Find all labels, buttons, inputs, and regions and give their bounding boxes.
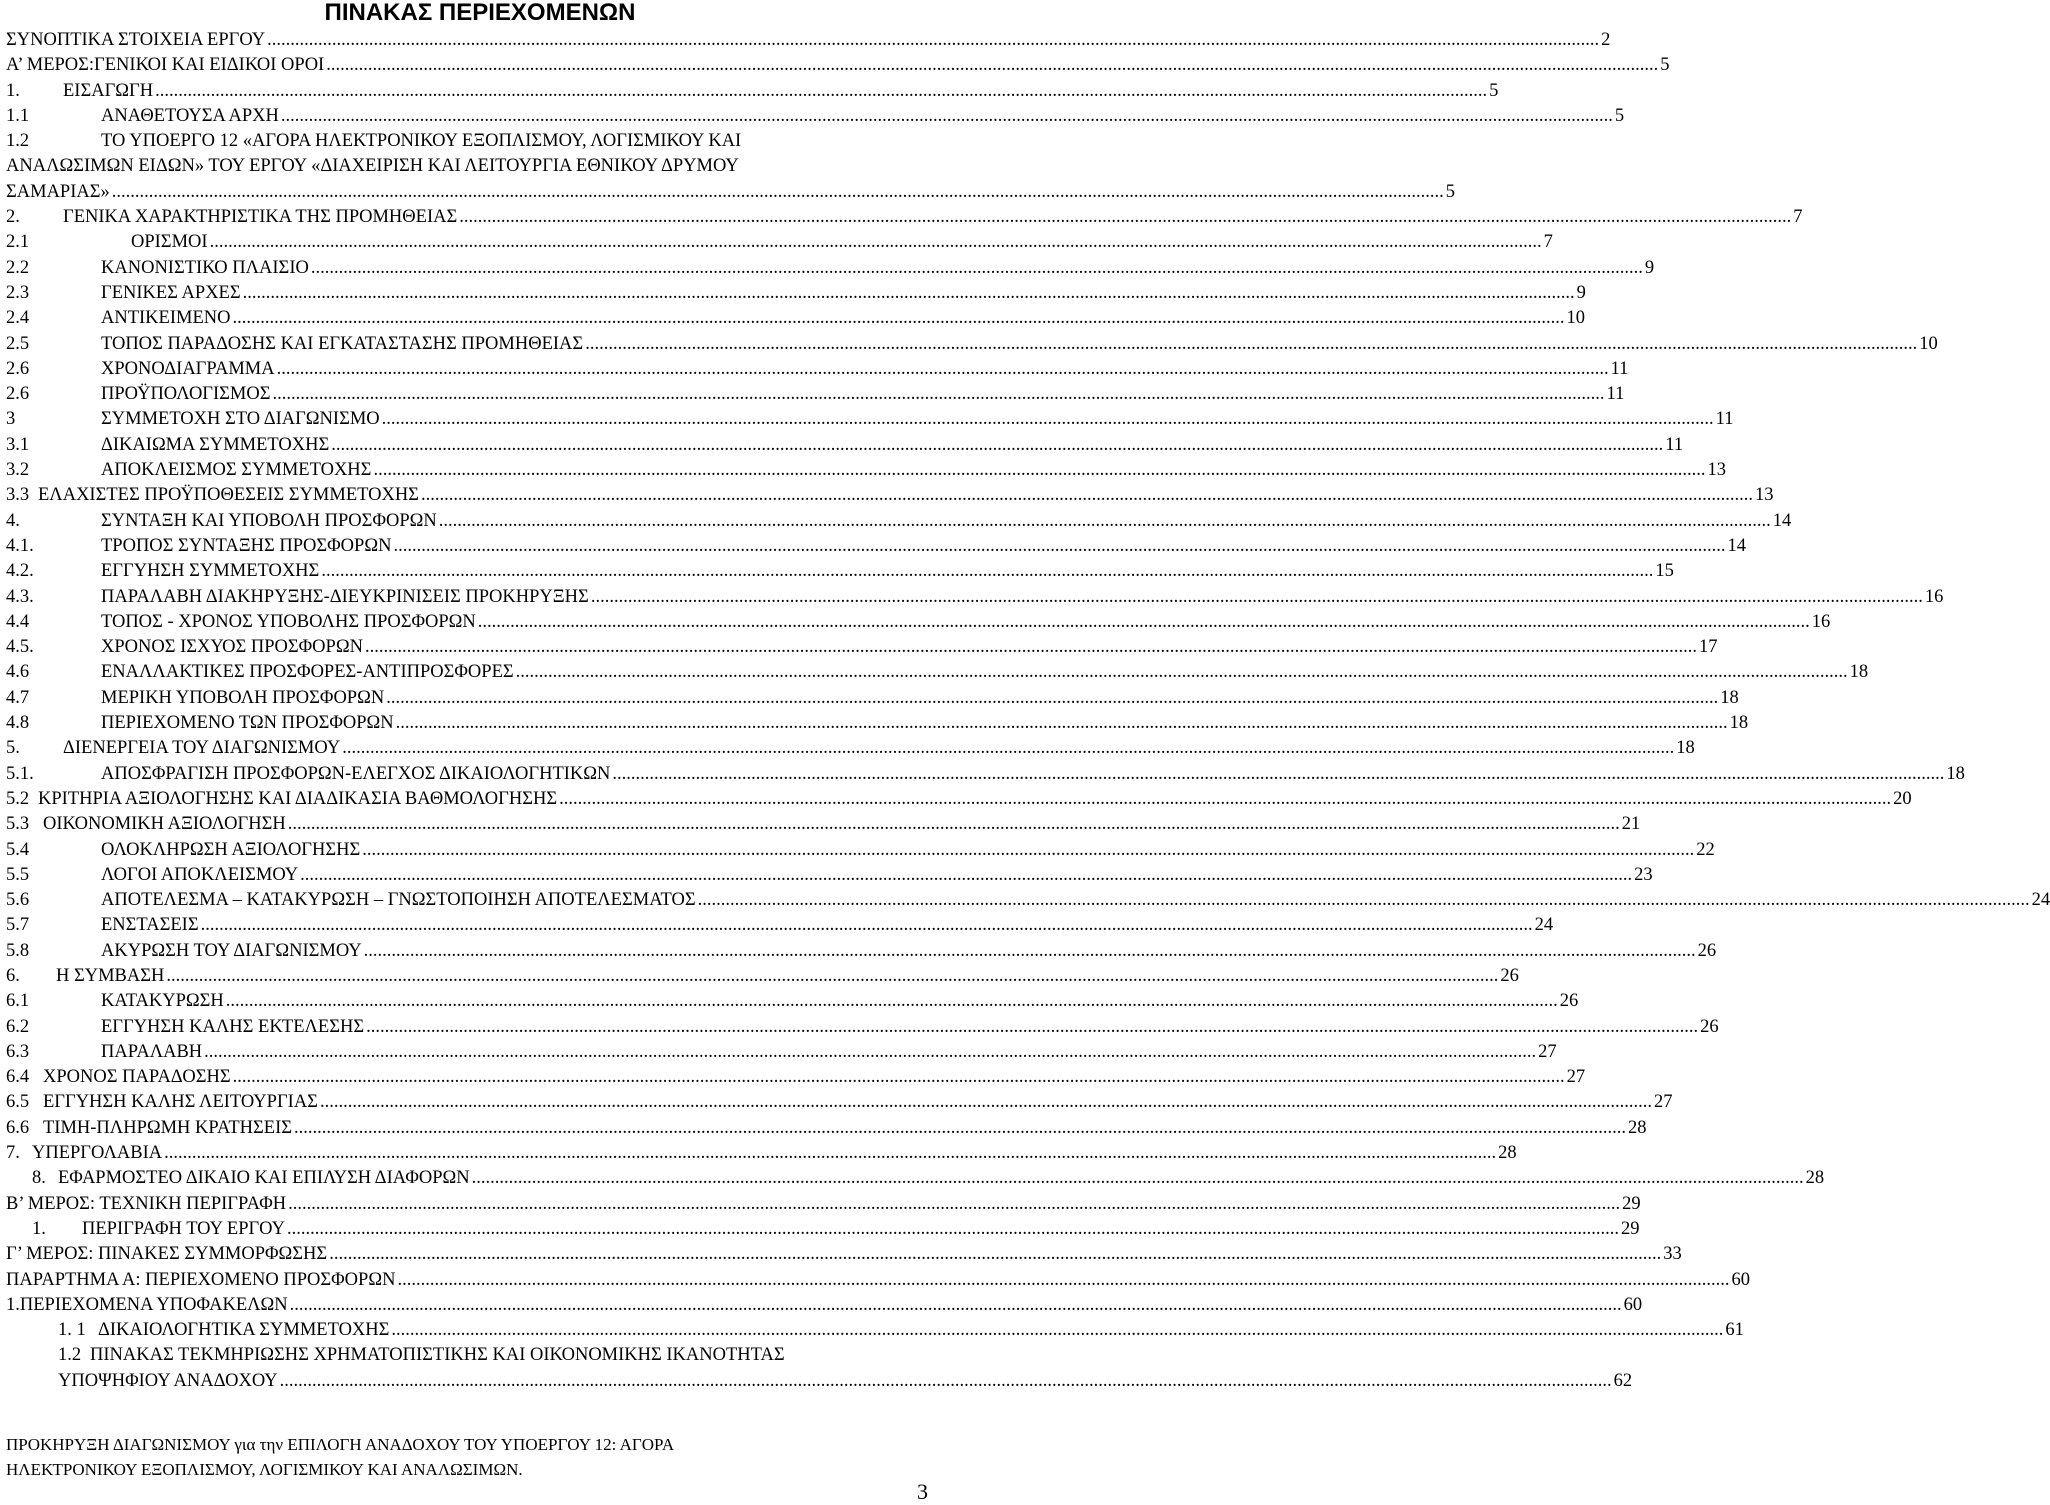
toc-entry-title: ΤΟΠΟΣ ΠΑΡΑΔΟΣΗΣ ΚΑΙ ΕΓΚΑΤΑΣΤΑΣΗΣ ΠΡΟΜΗΘΕΙΑΣ [101, 333, 584, 354]
toc-dot-leader [585, 332, 1917, 357]
toc-entry-number: 2.3 [6, 282, 30, 303]
toc-entry[interactable] [6, 256, 1655, 281]
toc-entry-page: 13 [1754, 485, 1774, 506]
toc-entry-number: 4.7 [6, 687, 30, 708]
toc-entry-page: 11 [1665, 434, 1684, 455]
toc-entry-page: 14 [1727, 535, 1746, 556]
toc-entry[interactable] [6, 180, 1456, 205]
toc-dot-leader [281, 104, 1613, 129]
toc-dot-leader [164, 1141, 1496, 1166]
toc-entry[interactable] [6, 129, 956, 154]
toc-entry[interactable] [6, 989, 1579, 1014]
toc-entry[interactable] [6, 407, 1734, 432]
toc-entry[interactable] [6, 913, 1554, 938]
toc-entry-title: ΑΠΟΚΛΕΙΣΜΟΣ ΣΥΜΜΕΤΟΧΗΣ [101, 460, 372, 481]
toc-entry-number: 6.1 [6, 991, 30, 1012]
toc-entry[interactable] [6, 1065, 1586, 1090]
toc-entry[interactable] [6, 812, 1641, 837]
toc-entry[interactable] [6, 660, 1869, 685]
toc-entry-page: 22 [1696, 839, 1715, 860]
toc-entry-page: 23 [1634, 864, 1653, 885]
toc-entry-title: ΚΡΙΤΗΡΙΑ ΑΞΙΟΛΟΓΗΣΗΣ ΚΑΙ ΔΙΑΔΙΚΑΣΙΑ ΒΑΘΜΟΛΟΓΗΣΗΣ [38, 788, 558, 809]
toc-entry-title: ΟΙΚΟΝΟΜΙΚΗ ΑΞΙΟΛΟΓΗΣΗ [43, 814, 286, 835]
toc-entry[interactable] [6, 863, 1653, 888]
toc-entry[interactable] [6, 1369, 1633, 1394]
toc-entry[interactable] [6, 53, 1670, 78]
toc-title: ΠΙΝΑΚΑΣ ΠΕΡΙΕΧΟΜΕΝΩΝ [324, 0, 636, 26]
toc-entry-page: 27 [1653, 1092, 1673, 1113]
toc-entry-title: ΕΓΓΥΗΣΗ ΚΑΛΗΣ ΕΚΤΕΛΕΣΗΣ [101, 1016, 365, 1037]
toc-entry-title: ΣΥΝΟΠΤΙΚΑ ΣΤΟΙΧΕΙΑ ΕΡΓΟΥ [6, 30, 266, 50]
toc-entry-number: 6.6 [6, 1117, 30, 1138]
toc-dot-leader [382, 407, 1714, 432]
toc-entry-title: ΑΝΑΛΩΣΙΜΩΝ ΕΙΔΩΝ» ΤΟΥ ΕΡΓΟΥ «ΔΙΑΧΕΙΡΙΣΗ ΚΑΙ ΛΕΙΤΟΥΡΓΙΑ ΕΘΝΙΚΟΥ ΔΡΥΜΟΥ [6, 156, 739, 177]
toc-dot-leader [267, 28, 1599, 53]
toc-entry-page: 2 [1601, 30, 1611, 50]
toc-entry[interactable] [6, 838, 1715, 863]
toc-entry-number: 6.4 [6, 1067, 30, 1088]
toc-entry-number: 5.5 [6, 864, 30, 885]
toc-entry[interactable] [6, 357, 1629, 382]
toc-entry-page: 11 [1715, 409, 1734, 430]
toc-dot-leader [591, 585, 1923, 610]
toc-entry-page: 21 [1621, 814, 1641, 835]
toc-dot-leader [559, 787, 1891, 812]
toc-entry-title: ΔΙΚΑΙΩΜΑ ΣΥΜΜΕΤΟΧΗΣ [101, 434, 330, 455]
toc-entry[interactable] [6, 686, 1739, 711]
toc-entry-title: Β’ ΜΕΡΟΣ: ΤΕΧΝΙΚΗ ΠΕΡΙΓΡΑΦΗ [6, 1193, 287, 1214]
toc-entry-page: 26 [1559, 991, 1579, 1012]
toc-entry-number: 4. [6, 510, 20, 531]
toc-entry[interactable] [6, 382, 1625, 407]
toc-dot-leader [288, 1192, 1620, 1217]
toc-entry-number: 1. 1 [58, 1320, 86, 1341]
toc-entry-number: 2.6 [6, 384, 30, 405]
toc-entry-title: ΑΝΑΘΕΤΟΥΣΑ ΑΡΧΗ [101, 105, 279, 126]
toc-entry-page: 26 [1697, 940, 1717, 961]
toc-entry[interactable] [6, 1242, 1682, 1267]
toc-entry-number: 5.8 [6, 940, 30, 961]
toc-entry-number: 6.3 [6, 1041, 30, 1062]
toc-entry-title: ΟΛΟΚΛΗΡΩΣΗ ΑΞΙΟΛΟΓΗΣΗΣ [101, 839, 361, 860]
toc-entry-title: ΜΕΡΙΚΗ ΥΠΟΒΟΛΗ ΠΡΟΣΦΟΡΩΝ [101, 687, 385, 708]
toc-entry-page: 61 [1725, 1320, 1744, 1341]
toc-dot-leader [516, 660, 1848, 685]
toc-entry-title: ΥΠΟΨΗΦΙΟΥ ΑΝΑΔΟΧΟΥ [58, 1370, 278, 1391]
toc-entry-page: 7 [1793, 207, 1803, 228]
toc-entry-number: 3.3 [6, 485, 30, 506]
toc-entry-title: ΤΟΠΟΣ - ΧΡΟΝΟΣ ΥΠΟΒΟΛΗΣ ΠΡΟΣΦΟΡΩΝ [101, 611, 476, 632]
toc-entry-number: 6. [6, 965, 20, 986]
toc-entry-title: ΚΑΤΑΚΥΡΩΣΗ [101, 991, 224, 1012]
toc-entry-title: ΠΕΡΙΕΧΟΜΕΝΟ ΤΩΝ ΠΡΟΣΦΟΡΩΝ [101, 713, 394, 734]
toc-entry-page: 18 [1676, 738, 1695, 759]
toc-entry-number: 4.2. [6, 561, 34, 582]
toc-dot-leader [233, 1065, 1565, 1090]
toc-dot-leader [290, 1293, 1622, 1318]
toc-dot-leader [311, 256, 1643, 281]
toc-entry[interactable] [6, 1040, 1557, 1065]
toc-entry-title: ΣΥΜΜΕΤΟΧΗ ΣΤΟ ΔΙΑΓΩΝΙΣΜΟ [101, 409, 380, 430]
toc-entry-page: 18 [1946, 763, 1965, 784]
toc-entry-page: 5 [1445, 181, 1456, 202]
toc-dot-leader [287, 1217, 1619, 1242]
toc-entry-number: 5. [6, 738, 20, 759]
toc-entry-title: ΑΝΤΙΚΕΙΜΕΝΟ [101, 308, 231, 329]
toc-entry[interactable] [6, 1166, 1825, 1191]
toc-dot-leader [329, 1242, 1661, 1267]
toc-entry[interactable] [6, 509, 1792, 534]
toc-entry-page: 29 [1622, 1193, 1641, 1214]
toc-entry-number: 6.2 [6, 1016, 30, 1037]
toc-entry-number: 2.6 [6, 358, 30, 379]
toc-entry-title: ΧΡΟΝΟΣ ΙΣΧΥΟΣ ΠΡΟΣΦΟΡΩΝ [101, 637, 363, 658]
toc-entry-number: 8. [32, 1168, 46, 1189]
toc-entry-page: 5 [1614, 105, 1625, 126]
toc-entry-page: 9 [1644, 257, 1655, 278]
toc-entry-page: 60 [1731, 1269, 1750, 1290]
toc-entry-page: 5 [1660, 55, 1670, 76]
toc-entry-page: 9 [1576, 282, 1586, 303]
toc-entry-title: ΑΠΟΣΦΡΑΓΙΣΗ ΠΡΟΣΦΟΡΩΝ-ΕΛΕΓΧΟΣ ΔΙΚΑΙΟΛΟΓΗΤΙΚΩΝ [101, 763, 611, 784]
toc-entry-title: ΠΑΡΑΛΑΒΗ ΔΙΑΚΗΡΥΞΗΣ-ΔΙΕΥΚΡΙΝΙΣΕΙΣ ΠΡΟΚΗΡΥΞΗΣ [101, 586, 589, 607]
toc-entry-title: ΟΡΙΣΜΟΙ [131, 232, 208, 253]
toc-entry-page: 11 [1610, 358, 1629, 379]
toc-entry[interactable] [6, 1015, 1719, 1040]
toc-entry-title: ΠΙΝΑΚΑΣ ΤΕΚΜΗΡΙΩΣΗΣ ΧΡΗΜΑΤΟΠΙΣΤΙΚΗΣ ΚΑΙ ΟΙΚΟΝΟΜΙΚΗΣ ΙΚΑΝΟΤΗΤΑΣ [90, 1345, 785, 1366]
toc-entry-page: 28 [1628, 1117, 1647, 1138]
toc-entry-title: ΕΓΓΥΗΣΗ ΚΑΛΗΣ ΛΕΙΤΟΥΡΓΙΑΣ [43, 1092, 318, 1113]
toc-dot-leader [243, 281, 1575, 306]
toc-entry-title: ΕΙΣΑΓΩΓΗ [63, 80, 154, 101]
toc-entry-title: ΠΡΟΫΠΟΛΟΓΙΣΜΟΣ [101, 384, 271, 405]
toc-entry[interactable] [6, 306, 1585, 331]
toc-entry[interactable] [6, 787, 1912, 812]
toc-entry[interactable] [6, 1343, 956, 1368]
toc-entry-number: 3.2 [6, 460, 30, 481]
toc-entry[interactable] [6, 1268, 1750, 1293]
toc-entry-title: ΓΕΝΙΚΕΣ ΑΡΧΕΣ [101, 282, 241, 303]
table-of-contents [6, 28, 2050, 1394]
toc-entry[interactable] [6, 1192, 1641, 1217]
toc-entry-page: 18 [1849, 662, 1869, 683]
toc-entry[interactable] [6, 610, 1831, 635]
toc-entry-number: 4.5. [6, 637, 34, 658]
toc-entry-title: 1.ΠΕΡΙΕΧΟΜΕΝΑ ΥΠΟΦΑΚΕΛΩΝ [6, 1294, 288, 1315]
toc-entry-page: 24 [2031, 890, 2050, 911]
page-footer [6, 1432, 936, 1482]
toc-entry[interactable] [6, 1293, 1643, 1318]
toc-dot-leader [204, 1040, 1536, 1065]
toc-entry[interactable] [6, 483, 1774, 508]
toc-entry-number: 3.1 [6, 434, 30, 455]
toc-entry-number: 5.3 [6, 814, 30, 835]
toc-entry-number: 1. [6, 80, 20, 101]
toc-entry-page: 18 [1720, 687, 1739, 708]
toc-entry-page: 11 [1606, 384, 1625, 405]
toc-entry-number: 2.4 [6, 308, 30, 329]
toc-entry-title: ΔΙΕΝΕΡΓΕΙΑ ΤΟΥ ΔΙΑΓΩΝΙΣΜΟΥ [63, 738, 341, 759]
toc-dot-leader [273, 382, 1605, 407]
toc-entry-number: 5.1. [6, 763, 34, 784]
toc-dot-leader [393, 534, 1725, 559]
toc-entry-page: 26 [1500, 965, 1519, 986]
toc-dot-leader [112, 180, 1444, 205]
toc-entry-title: ΧΡΟΝΟΔΙΑΓΡΑΜΜΑ [101, 358, 275, 379]
toc-entry-page: 10 [1919, 333, 1938, 354]
toc-entry-page: 16 [1924, 586, 1944, 607]
toc-entry[interactable] [6, 154, 956, 179]
toc-entry-number: 5.2 [6, 788, 30, 809]
toc-dot-leader [277, 357, 1609, 382]
toc-dot-leader [166, 964, 1498, 989]
toc-entry-page: 20 [1893, 788, 1912, 809]
toc-entry[interactable] [6, 281, 1586, 306]
toc-entry-number: 2.2 [6, 257, 30, 278]
toc-entry-page: 27 [1538, 1041, 1557, 1062]
toc-entry-number: 5.7 [6, 915, 30, 936]
toc-entry[interactable] [6, 205, 1803, 230]
toc-entry-page: 14 [1772, 510, 1792, 531]
toc-dot-leader [362, 838, 1694, 863]
toc-entry-title: ΑΚΥΡΩΣΗ ΤΟΥ ΔΙΑΓΩΝΙΣΜΟΥ [101, 940, 362, 961]
toc-dot-leader [439, 509, 1771, 534]
toc-entry-page: 60 [1623, 1294, 1643, 1315]
toc-entry[interactable] [6, 1318, 1744, 1343]
toc-entry[interactable] [6, 888, 2050, 913]
toc-entry-number: 4.6 [6, 662, 30, 683]
toc-entry-title: ΤΡΟΠΟΣ ΣΥΝΤΑΞΗΣ ΠΡΟΣΦΟΡΩΝ [101, 535, 392, 556]
toc-entry-title: ΕΝΣΤΑΣΕΙΣ [101, 915, 199, 936]
toc-entry[interactable] [6, 585, 1944, 610]
toc-entry-title: ΠΑΡΑΛΑΒΗ [101, 1041, 203, 1062]
toc-entry-title: ΕΦΑΡΜΟΣΤΕΟ ΔΙΚΑΙΟ ΚΑΙ ΕΠΙΛΥΣΗ ΔΙΑΦΟΡΩΝ [58, 1168, 470, 1189]
toc-entry-title: ΔΙΚΑΙΟΛΟΓΗΤΙΚΑ ΣΥΜΜΕΤΟΧΗΣ [98, 1320, 390, 1341]
footer-line-2: ΗΛΕΚΤΡΟΝΙΚΟΥ ΕΞΟΠΛΙΣΜΟΥ, ΛΟΓΙΣΜΙΚΟΥ ΚΑΙ ΑΝΑΛΩΣΙΜΩΝ. [6, 1460, 523, 1479]
toc-entry-title: ΠΕΡΙΓΡΑΦΗ ΤΟΥ ΕΡΓΟΥ [82, 1218, 285, 1239]
toc-entry-page: 7 [1543, 232, 1553, 253]
toc-dot-leader [210, 230, 1542, 255]
toc-dot-leader [386, 686, 1718, 711]
toc-entry-title: ΧΡΟΝΟΣ ΠΑΡΑΔΟΣΗΣ [43, 1067, 231, 1088]
toc-entry-page: 24 [1534, 915, 1554, 936]
toc-dot-leader [280, 1369, 1612, 1394]
toc-entry-title: ΣΑΜΑΡΙΑΣ» [6, 181, 110, 202]
footer-line-1: ΠΡΟΚΗΡΥΞΗ ΔΙΑΓΩΝΙΣΜΟΥ για την ΕΠΙΛΟΓΗ ΑΝΑΔΟΧΟΥ ΤΟΥ ΥΠΟΕΡΓΟΥ 12: ΑΓΟΡΑ [6, 1435, 675, 1454]
toc-entry-number: 1. [32, 1218, 46, 1239]
toc-entry[interactable] [6, 534, 1746, 559]
toc-dot-leader [288, 812, 1620, 837]
toc-dot-leader [397, 1268, 1729, 1293]
toc-entry-title: ΑΠΟΤΕΛΕΣΜΑ – ΚΑΤΑΚΥΡΩΣΗ – ΓΝΩΣΤΟΠΟΙΗΣΗ ΑΠΟΤΕΛΕΣΜΑΤΟΣ [101, 890, 696, 911]
toc-entry-page: 27 [1566, 1067, 1586, 1088]
toc-entry[interactable] [6, 79, 1499, 104]
toc-entry[interactable] [6, 1116, 1647, 1141]
toc-dot-leader [342, 736, 1674, 761]
toc-entry-title: Α’ ΜΕΡΟΣ:ΓΕΝΙΚΟΙ ΚΑΙ ΕΙΔΙΚΟΙ ΟΡΟΙ [6, 55, 325, 76]
toc-entry-number: 3 [6, 409, 16, 430]
page-number: 3 [917, 1479, 928, 1504]
toc-dot-leader [232, 306, 1564, 331]
toc-entry[interactable] [6, 939, 1717, 964]
toc-dot-leader [459, 205, 1791, 230]
toc-entry-title: ΤΟ ΥΠΟΕΡΓΟ 12 «ΑΓΟΡΑ ΗΛΕΚΤΡΟΝΙΚΟΥ ΕΞΟΠΛΙΣΜΟΥ, ΛΟΓΙΣΜΙΚΟΥ ΚΑΙ [101, 131, 742, 152]
toc-entry-page: 26 [1700, 1016, 1719, 1037]
toc-entry-page: 62 [1613, 1370, 1633, 1391]
toc-dot-leader [478, 610, 1810, 635]
toc-dot-leader [155, 79, 1487, 104]
toc-entry-number: 4.1. [6, 535, 34, 556]
toc-entry[interactable] [6, 1217, 1640, 1242]
toc-entry-page: 28 [1805, 1168, 1825, 1189]
toc-entry-title: ΕΛΑΧΙΣΤΕΣ ΠΡΟΫΠΟΘΕΣΕΙΣ ΣΥΜΜΕΤΟΧΗΣ [38, 485, 419, 506]
toc-entry[interactable] [6, 635, 1718, 660]
toc-entry-page: 13 [1707, 460, 1726, 481]
toc-entry[interactable] [6, 1090, 1673, 1115]
toc-entry-title: ΓΕΝΙΚΑ ΧΑΡΑΚΤΗΡΙΣΤΙΚΑ ΤΗΣ ΠΡΟΜΗΘΕΙΑΣ [63, 207, 458, 228]
toc-dot-leader [331, 433, 1663, 458]
toc-dot-leader [320, 1090, 1652, 1115]
toc-entry[interactable] [6, 559, 1674, 584]
toc-dot-leader [364, 939, 1696, 964]
toc-entry-number: 4.8 [6, 713, 30, 734]
toc-entry[interactable] [6, 230, 1553, 255]
toc-entry[interactable] [6, 28, 1611, 53]
toc-entry-title: ΥΠΕΡΓΟΛΑΒΙΑ [32, 1143, 163, 1164]
toc-dot-leader [326, 53, 1658, 78]
toc-entry-page: 17 [1698, 637, 1718, 658]
toc-entry-number: 2.5 [6, 333, 30, 354]
toc-entry-number: 2.1 [6, 232, 30, 253]
toc-entry-number: 5.6 [6, 890, 30, 911]
toc-entry-number: 1.2 [6, 131, 30, 152]
toc-entry-title: ΤΙΜΗ-ΠΛΗΡΩΜΗ ΚΡΑΤΗΣΕΙΣ [43, 1117, 292, 1138]
toc-dot-leader [201, 913, 1533, 938]
toc-dot-leader [396, 711, 1728, 736]
toc-entry-number: 5.4 [6, 839, 30, 860]
toc-entry[interactable] [6, 332, 1938, 357]
toc-dot-leader [698, 888, 2030, 913]
toc-dot-leader [612, 762, 1944, 787]
toc-entry-page: 33 [1663, 1244, 1682, 1265]
toc-dot-leader [373, 458, 1705, 483]
toc-dot-leader [472, 1166, 1804, 1191]
toc-entry[interactable] [6, 964, 1519, 989]
toc-dot-leader [421, 483, 1753, 508]
toc-dot-leader [365, 635, 1697, 660]
toc-entry-page: 28 [1498, 1143, 1517, 1164]
toc-entry[interactable] [6, 458, 1726, 483]
toc-entry[interactable] [6, 104, 1625, 129]
toc-entry-page: 18 [1729, 713, 1749, 734]
toc-dot-leader [366, 1015, 1698, 1040]
toc-entry-title: ΠΑΡΑΡΤΗΜΑ Α: ΠΕΡΙΕΧΟΜΕΝΟ ΠΡΟΣΦΟΡΩΝ [6, 1269, 396, 1290]
toc-entry-title: ΕΝΑΛΛΑΚΤΙΚΕΣ ΠΡΟΣΦΟΡΕΣ-ΑΝΤΙΠΡΟΣΦΟΡΕΣ [101, 662, 514, 683]
toc-entry-title: ΛΟΓΟΙ ΑΠΟΚΛΕΙΣΜΟΥ [101, 864, 299, 885]
toc-entry-page: 10 [1566, 308, 1585, 329]
toc-entry-title: ΕΓΓΥΗΣΗ ΣΥΜΜΕΤΟΧΗΣ [101, 561, 320, 582]
toc-entry-title: Η ΣΥΜΒΑΣΗ [56, 965, 165, 986]
toc-dot-leader [321, 559, 1653, 584]
toc-dot-leader [294, 1116, 1626, 1141]
toc-entry[interactable] [6, 711, 1749, 736]
toc-dot-leader [391, 1318, 1723, 1343]
toc-entry[interactable] [6, 1141, 1517, 1166]
toc-entry-page: 5 [1489, 80, 1499, 101]
toc-entry-page: 16 [1811, 611, 1831, 632]
toc-entry-page: 29 [1620, 1218, 1640, 1239]
toc-entry-number: 6.5 [6, 1092, 30, 1113]
toc-entry-number: 1.1 [6, 105, 30, 126]
toc-entry-title: ΣΥΝΤΑΞΗ ΚΑΙ ΥΠΟΒΟΛΗ ΠΡΟΣΦΟΡΩΝ [101, 510, 437, 531]
toc-entry-number: 2. [6, 207, 20, 228]
toc-entry-title: Γ’ ΜΕΡΟΣ: ΠΙΝΑΚΕΣ ΣΥΜΜΟΡΦΩΣΗΣ [6, 1244, 328, 1265]
toc-dot-leader [300, 863, 1632, 888]
toc-entry-number: 1.2 [58, 1345, 82, 1366]
toc-entry[interactable] [6, 736, 1695, 761]
toc-entry-number: 4.3. [6, 586, 34, 607]
toc-entry[interactable] [6, 433, 1684, 458]
toc-entry-number: 7. [6, 1143, 20, 1164]
toc-dot-leader [226, 989, 1558, 1014]
toc-entry-number: 4.4 [6, 611, 30, 632]
toc-entry-page: 15 [1655, 561, 1674, 582]
toc-entry-title: ΚΑΝΟΝΙΣΤΙΚΟ ΠΛΑΙΣΙΟ [101, 257, 309, 278]
toc-entry[interactable] [6, 762, 1965, 787]
